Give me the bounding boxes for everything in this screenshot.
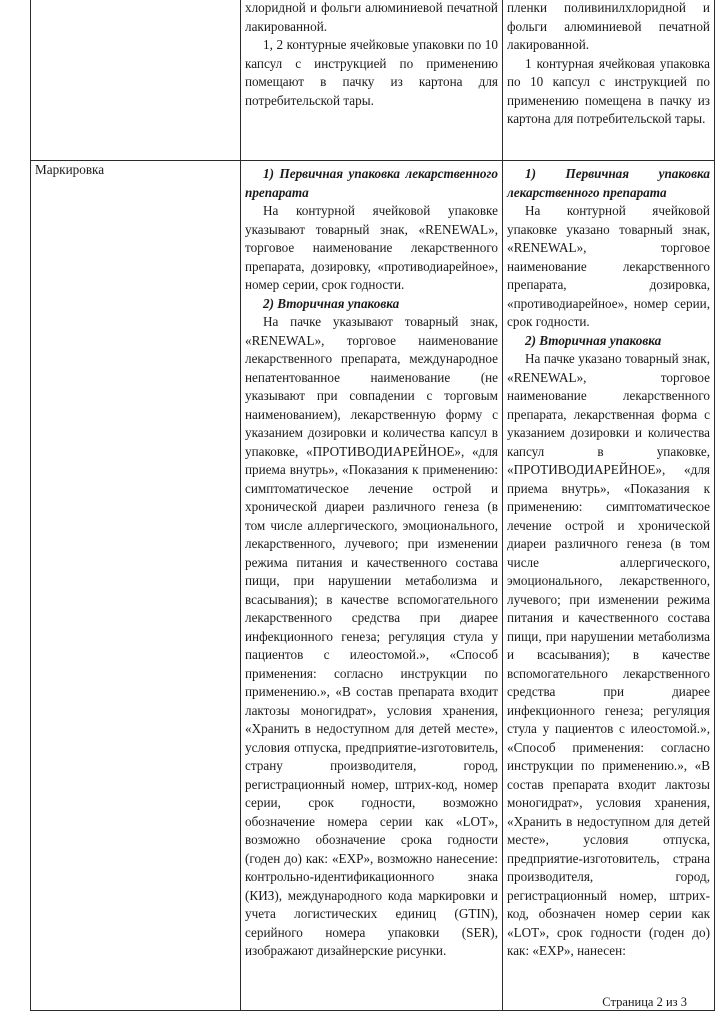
table-row <box>31 161 715 1011</box>
paragraph: 1 контурная ячейковая упаковка по 10 капсул с инструкцией по применению помещена в пачку из картона для потребительской тары. <box>507 55 710 126</box>
paragraph: пленки поливинилхлоридной и фольги алюминиевой печатной лакированной. <box>507 0 710 52</box>
section-heading: 1) Первичная упаковка лекарственного препарата <box>507 166 710 200</box>
paragraph: хлоридной и фольги алюминиевой печатной лакированной. <box>245 0 498 34</box>
right-text-cell <box>503 0 715 161</box>
section-heading: 2) Вторичная упаковка <box>263 295 400 311</box>
paragraph: На контурной ячейковой упаковке указано товарный знак, «RENEWAL», торговое наименование лекарственного препарата, дозировка, «противодиарейное», номер серии, срок годности. <box>507 203 710 329</box>
left-text-cell <box>241 0 503 161</box>
paragraph: На пачке указано товарный знак, «RENEWAL», торговое наименование лекарственного препарата, лекарственная форма с указанием дозировки и количества капсул в упаковке, «ПРОТИВОДИАРЕЙНОЕ», «для приема внутрь», «Показания к применению: симптоматическое лечение острой и хронической диареи различного генеза (в том числе аллергического, эмоционального, лекарственного, лучевого; при изменении режима питания и качественного состава пищи, при нарушении метаболизма и всасывания); в качестве вспомогательного лекарственного средства при диарее инфекционного генеза; регуляция стула у пациентов с илеостомой.», «Способ применения: согласно инструкции по применению.», «В состав препарата входит лактозы моногидрат», условия хранения, «Хранить в недоступном для детей месте», условия отпуска, предприятие-изготовитель, страна производителя, город, регистрационный номер, штрих-код, обозначен номер серии как «LOT», срок годности (годен до) как: «EXP», нанесен: <box>507 351 710 958</box>
section-heading: 1) Первичная упаковка лекарственного препарата <box>245 166 498 200</box>
paragraph: 1, 2 контурные ячейковые упаковки по 10 капсул с инструкцией по применению помещают в пачку из картона для потребительской тары. <box>245 37 498 108</box>
paragraph: На пачке указывают товарный знак, «RENEWAL», торговое наименование лекарственного препарата, международное непатентованное наименование (не указывают при совпадении с торговым наименованием), лекарственную форму с указанием дозировки и количества капсул в упаковке, «ПРОТИВОДИАРЕЙНОЕ», «для приема внутрь», «Показания к применению: симптоматическое лечение острой и хронической диареи различного генеза (в том числе аллергического, эмоционального, лекарственного, лучевого; при изменении режима питания и качественного состава пищи, при нарушении метаболизма и всасывания); в качестве вспомогательного лекарственного средства при диарее инфекционного генеза; регуляция стула у пациентов с илеостомой.», «Способ применения: согласно инструкции по применению.», «В состав препарата входит лактозы моногидрат», условия хранения, «Хранить в недоступном для детей месте», условия отпуска, предприятие-изготовитель, страну производителя, город, регистрационный номер, штрих-код, номер серии, срок годности, возможно обозначение номера серии как «LOT», возможно обозначение срока годности (годен до) как: «EXP», возможно нанесение: контрольно-идентификационного знака (КИЗ), международного кода маркировки и учета логистических единиц (GTIN), серийного номера упаковки (SER), изображают дизайнерские рисунки. <box>245 314 498 958</box>
page-number: Страница 2 из 3 <box>602 995 687 1009</box>
table-row <box>31 0 715 161</box>
row-label-cell <box>31 0 241 161</box>
left-text-cell <box>241 161 503 1011</box>
paragraph: На контурной ячейковой упаковке указывают товарный знак, «RENEWAL», торговое наименование лекарственного препарата, дозировку, «противодиарейное», номер серии, срок годности. <box>245 203 498 292</box>
comparison-table <box>30 0 715 1011</box>
right-text-cell <box>503 161 715 1011</box>
section-heading: 2) Вторичная упаковка <box>525 332 662 348</box>
row-label-cell: Маркировка <box>31 161 241 1011</box>
